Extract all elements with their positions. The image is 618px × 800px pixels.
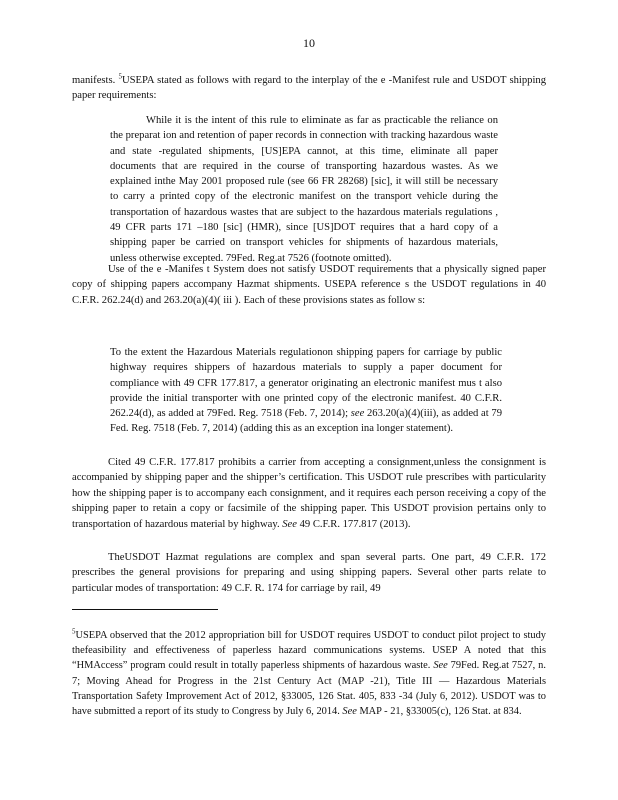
footnote-5 — [72, 628, 546, 719]
footnote-divider — [72, 609, 218, 610]
paragraph-cfr-177817-text-a: Cited 49 C.F.R. 177.817 prohibits a carrier from accepting a consignment,unless the consignment is accompanied by shipping paper and the shipper’s certification. This USDOT rule prescribes with particularity how the shipping paper is to accompany each consignment, and it requires each person receiving a copy of the shipping paper to retain a copy or facsimile of the shipping paper. This USDOT provision pertains only to transportation of hazardous material by highway. — [72, 457, 546, 530]
paragraph-cfr-177817-text-b: 49 C.F.R. 177.817 (2013). — [296, 518, 411, 530]
block-quote-cfr-text-a: To the extent the Hazardous Materials regulationon shipping papers for carriage by public highway requires shippers of hazardous materials to supply a paper document for compliance with 49 CFR 177.817, a generator originating an electronic manifest mus t also provide the initial transporter with one printed copy of the electronic manifest. 40 C.F.R. 262.24(d), as added at 79Fed. Reg. 7518 (Feb. 7, 2014); — [110, 347, 502, 420]
signal-see: See — [282, 518, 297, 530]
block-quote-cfr-provisions — [110, 345, 502, 437]
paragraph-emanifest-usdot: Use of the e -Manifes t System does not satisfy USDOT requirements that a physically signed paper copy of shipping papers accompany Hazmat shipments. USEPA reference s the USDOT regulations in 40 C.F.R. 262.24(d) and 263.20(a)(4)( iii ). Each of these provisions states as follow s: — [72, 264, 546, 306]
footnote-reference-5: 5 — [118, 72, 122, 81]
page-number: 10 — [303, 36, 315, 50]
paragraph-cfr-177817 — [72, 455, 546, 532]
footnote-text-b: 79Fed. Reg.at 7527, n. 7; Moving Ahead for Progress in the 21st Century Act (MAP -21), Title III — Hazardous Materials Transportation Safety Improvement Act of 2012, §33005, 126 Stat. 405, 833 -34 (July 6, 2012). USDOT was to have submitted a report of its study to Congress by July 6, 2014. — [72, 660, 546, 718]
block-quote-usepa-rule: While it is the intent of this rule to eliminate as far as practicable the reliance on the preparat ion and retention of paper records in connection with tracking hazardous waste and state -regulated shipments, [US]EPA cannot, at this time, eliminate all paper documents that are required in the course of transporting hazardous wastes. As we explained inthe May 2001 proposed rule (see 66 FR 28268) [sic], it will still be necessary to carry a printed copy of the electronic manifest on the transport vehicle during the transportation of hazardous wastes that are subject to the hazardous materials regulations , 49 CFR parts 171 –180 [sic] (HMR), since [US]DOT requires that a hard copy of a shipping paper be carried on transport vehicles for shipments of hazardous materials, unless otherwise excepted. 79Fed. Reg.at 7526 (footnote omitted). — [110, 115, 498, 264]
signal-see: see — [350, 408, 365, 420]
signal-see: See — [342, 706, 357, 718]
paragraph-intro — [72, 73, 546, 104]
footnote-text-c: MAP - 21, §33005(c), 126 Stat. at 834. — [356, 706, 522, 718]
footnote-marker: 5 — [72, 627, 76, 636]
paragraph-hazmat-regulations: TheUSDOT Hazmat regulations are complex and span several parts. One part, 49 C.F.R. 172 prescribes the general provisions for preparing and using shipping papers. Several other parts relate to particular modes of transportation: 49 C.F. R. 174 for carriage by rail, 49 — [72, 552, 546, 594]
footnote-text-a: USEPA observed that the 2012 appropriation bill for USDOT requires USDOT to conduct pilot project to study thefeasibility and effectiveness of paperless hazard communications systems. USEP A noted that this “HMAccess” program could result in totally paperless shipments of hazardous waste. — [72, 630, 546, 672]
block-quote-cfr-text-b: 263.20(a)(4)(iii), as added at 79 Fed. Reg. 7518 (Feb. 7, 2014) (adding this as an exception ina longer statement). — [110, 408, 502, 435]
signal-see: See — [433, 660, 448, 672]
paragraph-intro-text-a: manifests. — [72, 75, 119, 86]
paragraph-intro-text-b: USEPA stated as follows with regard to the interplay of the e -Manifest rule and USDOT shipping paper requirements: — [72, 75, 546, 102]
